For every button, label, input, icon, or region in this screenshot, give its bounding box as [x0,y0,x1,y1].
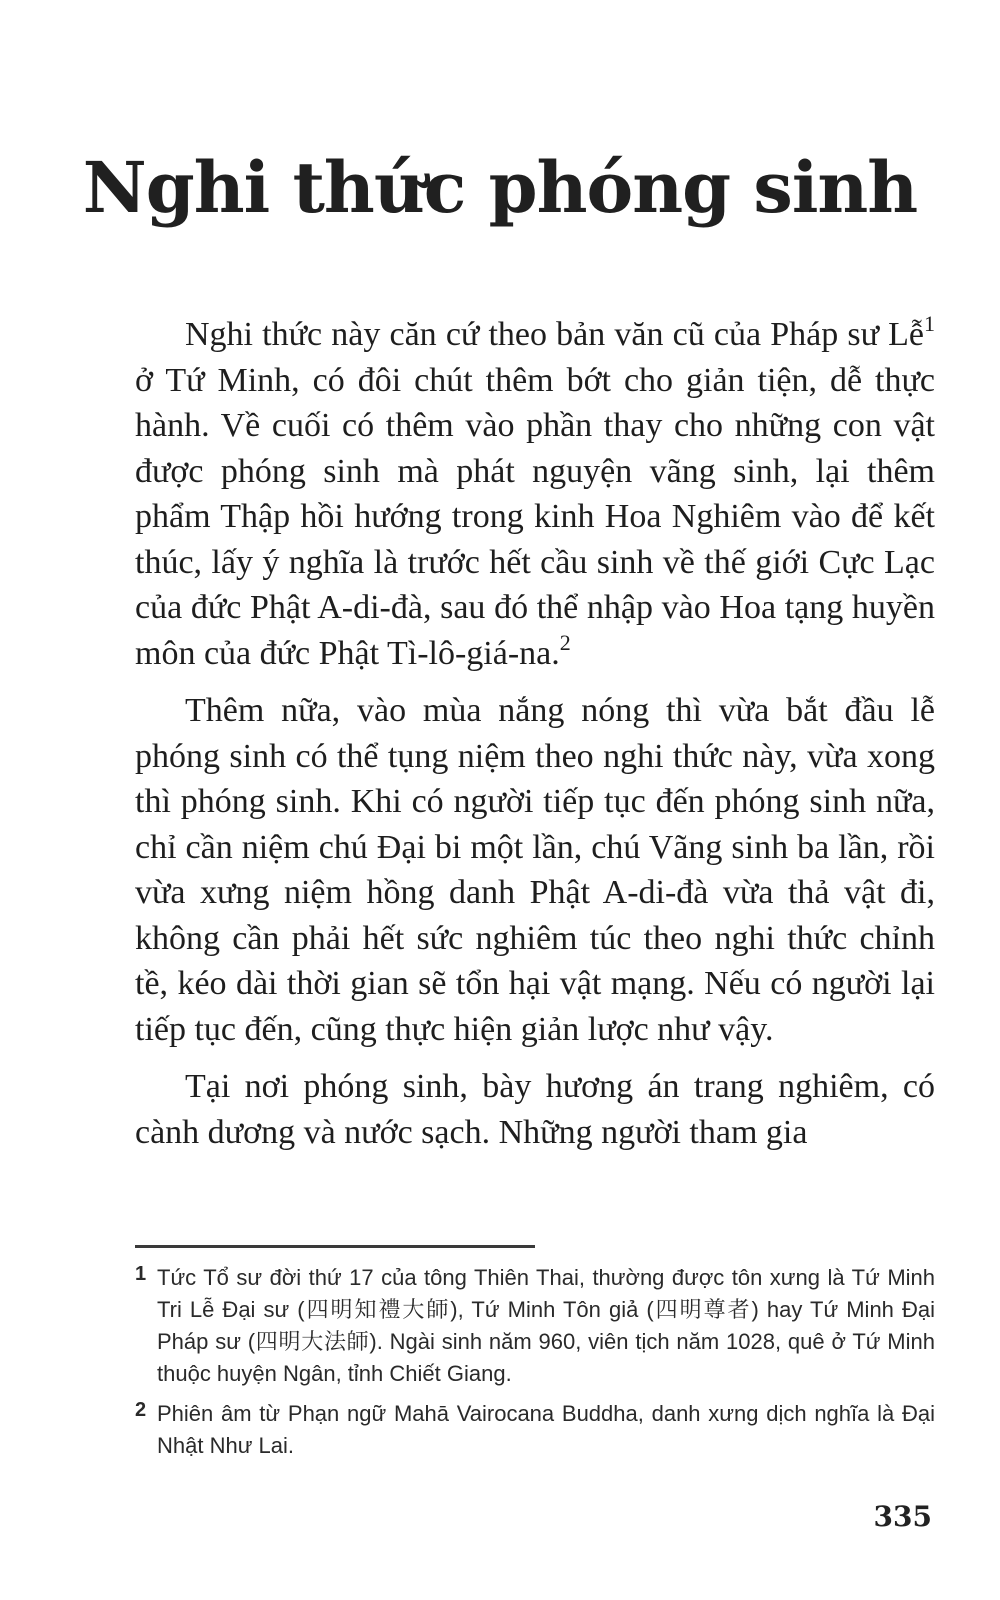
page-number: 335 [873,1500,932,1533]
footnote-divider [135,1245,535,1248]
paragraph-1 [135,312,935,676]
footnote-1-text: Tức Tổ sư đời thứ 17 của tông Thiên Thai, thường được tôn xưng là Tứ Minh Tri Lễ Đại sư (四明知禮大師), Tứ Minh Tôn giả (四明尊者) hay Tứ Minh Đại Pháp sư (四明大法師). Ngài sinh năm 960, viên tịch năm 1028, quê ở Tứ Minh thuộc huyện Ngân, tỉnh Chiết Giang. [157,1265,935,1386]
footnote-2-mark: 2 [135,1399,147,1421]
footnote-ref-1[interactable]: 1 [924,311,935,336]
paragraph-1-part-2: ở Tứ Minh, có đôi chút thêm bớt cho giản tiện, dễ thực hành. Về cuối có thêm vào phần thay cho những con vật được phóng sinh mà phát nguyện vãng sinh, lại thêm phẩm Thập hồi hướng trong kinh Hoa Nghiêm vào để kết thúc, lấy ý nghĩa là trước hết cầu sinh về thế giới Cực Lạc của đức Phật A-di-đà, sau đó thể nhập vào Hoa tạng huyền môn của đức Phật Tì-lô-giá-na. [135,361,935,672]
footnote-1-mark: 1 [135,1263,147,1285]
footnote-ref-2[interactable]: 2 [559,629,571,655]
body-text [135,312,935,1167]
chapter-title: Nghi thức phóng sinh [82,146,918,229]
paragraph-3: Tại nơi phóng sinh, bày hương án trang nghiêm, có cành dương và nước sạch. Những người tham gia [135,1068,935,1151]
paragraph-1-part-1: Nghi thức này căn cứ theo bản văn cũ của Pháp sư Lễ [185,316,924,353]
paragraph-2: Thêm nữa, vào mùa nắng nóng thì vừa bắt đầu lễ phóng sinh có thể tụng niệm theo nghi thức này, vừa xong thì phóng sinh. Khi có người tiếp tục đến phóng sinh nữa, chỉ cần niệm chú Đại bi một lần, chú Vãng sinh ba lần, rồi vừa xưng niệm hồng danh Phật A-di-đà vừa thả vật đi, không cần phải hết sức nghiêm túc theo nghi thức chỉnh tề, kéo dài thời gian sẽ tổn hại vật mạng. Nếu có người lại tiếp tục đến, cũng thực hiện giản lược như vậy. [135,692,935,1048]
footnote-1 [135,1262,935,1390]
footnotes [135,1262,935,1470]
footnote-2 [135,1398,935,1462]
footnote-2-text: Phiên âm từ Phạn ngữ Mahā Vairocana Buddha, danh xưng dịch nghĩa là Đại Nhật Như Lai. [157,1401,935,1458]
